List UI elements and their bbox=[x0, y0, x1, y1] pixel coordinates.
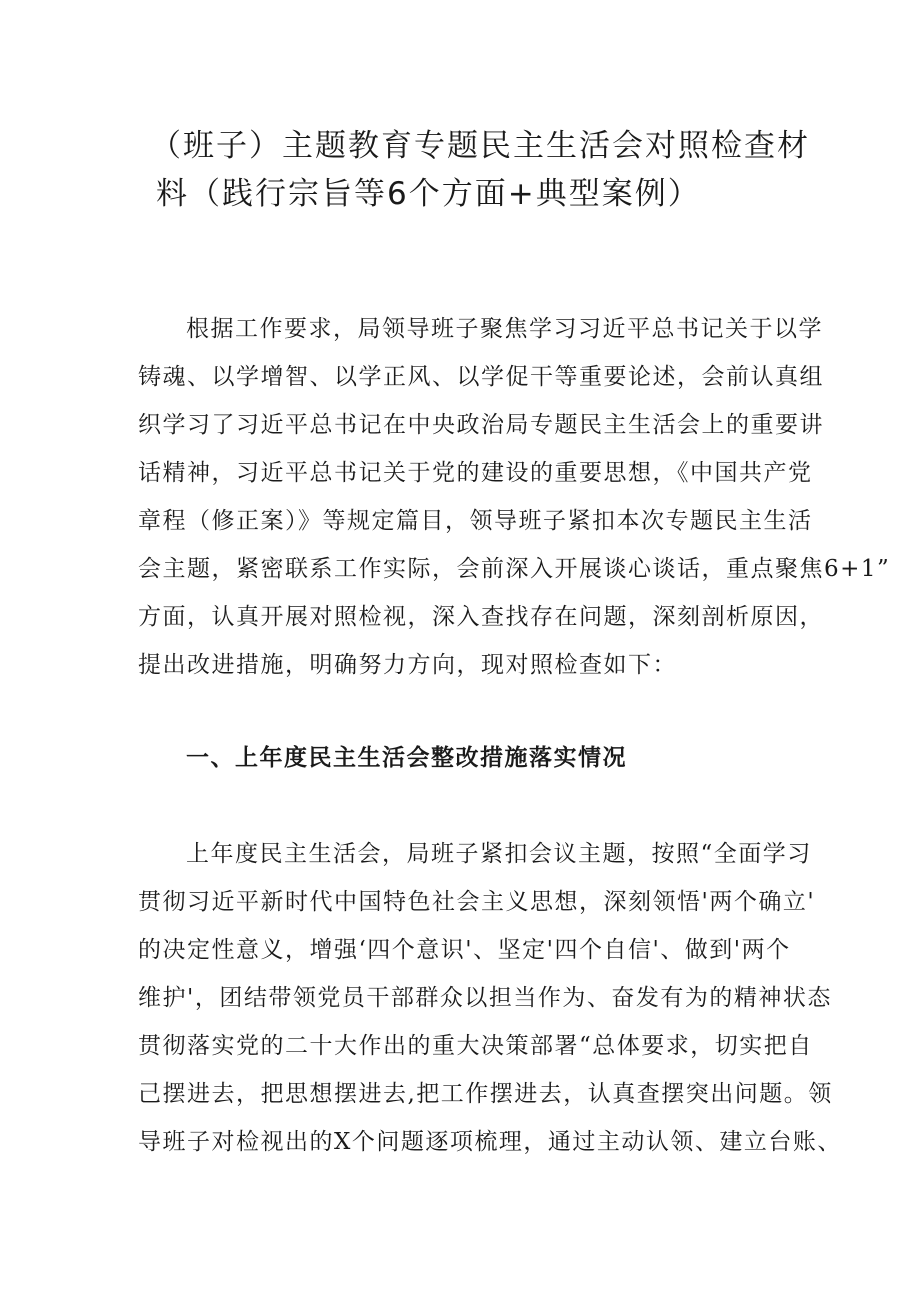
paragraph-line: 贯彻习近平新时代中国特色社会主义思想，深刻领悟'两个确立' bbox=[138, 889, 816, 915]
paragraph-line: 导班子对检视出的X个问题逐项梳理，通过主动认领、建立台账、 bbox=[138, 1129, 842, 1155]
paragraph-line: 织学习了习近平总书记在中央政治局专题民主生活会上的重要讲 bbox=[138, 412, 824, 438]
paragraph-line: 的决定性意义，增强‘四个意识'、坚定'四个自信'、做到'两个 bbox=[138, 937, 791, 963]
paragraph-line: 铸魂、以学增智、以学正风、以学促干等重要论述，会前认真组 bbox=[138, 364, 824, 390]
document-title bbox=[150, 122, 810, 218]
section-heading: 一、上年度民主生活会整改措施落实情况 bbox=[186, 744, 627, 771]
paragraph-line: 维护'，团结带领党员干部群众以担当作为、奋发有为的精神状态 bbox=[138, 985, 832, 1011]
paragraph-line: 己摆进去，把思想摆进去,把工作摆进去，认真查摆突出问题。领 bbox=[138, 1081, 833, 1107]
paragraph-line: 话精神，习近平总书记关于党的建设的重要思想，《中国共产党 bbox=[138, 460, 813, 486]
title-line: （班子）主题教育专题民主生活会对照检查材 bbox=[150, 128, 810, 164]
paragraph-line: 方面，认真开展对照检视，深入查找存在问题，深刻剖析原因， bbox=[138, 604, 824, 630]
paragraph-line: 提出改进措施，明确努力方向，现对照检查如下： bbox=[138, 652, 677, 678]
paragraph-line: 根据工作要求，局领导班子聚焦学习习近平总书记关于以学 bbox=[186, 316, 823, 342]
paragraph-line: 章程（修正案）》等规定篇目，领导班子紧扣本次专题民主生活 bbox=[138, 508, 813, 534]
title-line: 料（践行宗旨等6个方面+典型案例） bbox=[156, 176, 701, 212]
paragraph-line: 上年度民主生活会，局班子紧扣会议主题，按照“全面学习 bbox=[186, 841, 812, 867]
paragraph-line: 贯彻落实党的二十大作出的重大决策部署“总体要求，切实把自 bbox=[138, 1033, 813, 1059]
section-paragraph bbox=[138, 830, 842, 1166]
paragraph-line: 会主题，紧密联系工作实际，会前深入开展谈心谈话，重点聚焦6+1” bbox=[138, 556, 891, 582]
intro-paragraph bbox=[138, 305, 891, 689]
